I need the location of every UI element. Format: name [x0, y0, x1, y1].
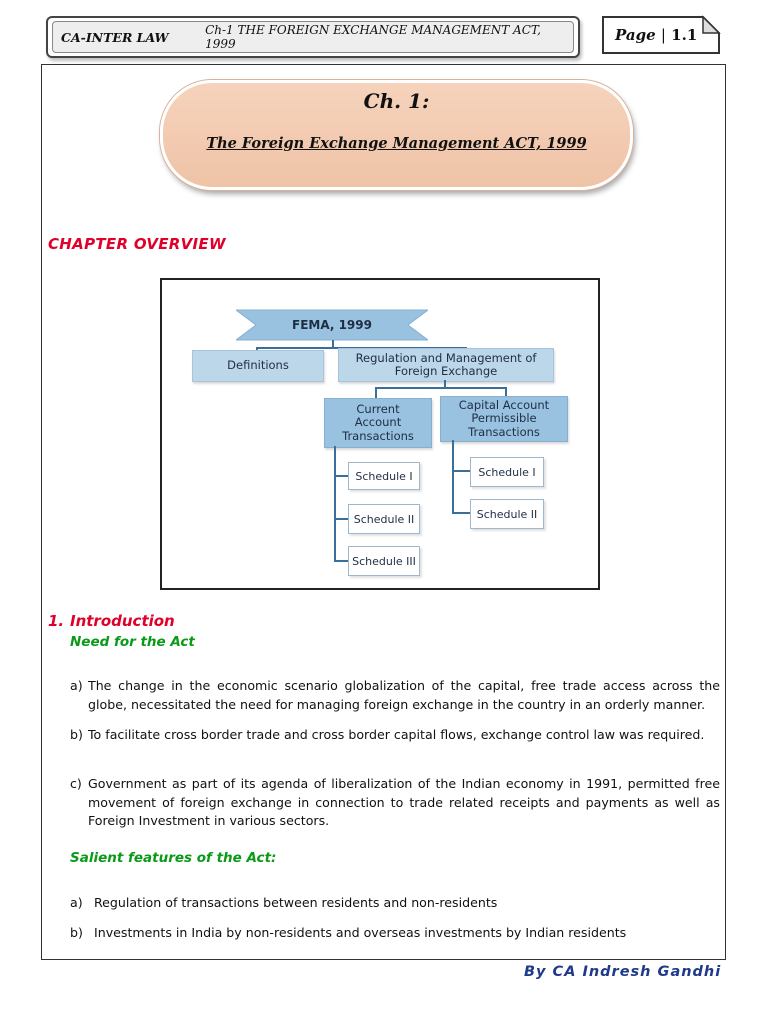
feature-a	[70, 894, 720, 913]
capital-schedule-2: Schedule II	[470, 499, 544, 529]
current-account-node	[324, 398, 432, 448]
chapter-number: Ch. 1:	[363, 89, 430, 113]
point-text: To facilitate cross border trade and cross border capital flows, exchange control law was required.	[88, 727, 705, 742]
connector	[375, 387, 377, 398]
section-number: 1.	[48, 612, 65, 630]
current-schedule-3: Schedule III	[348, 546, 420, 576]
connector	[452, 512, 470, 514]
current-line-2: Account	[354, 415, 402, 430]
need-heading: Need for the Act	[70, 634, 195, 650]
regulation-line-2: Foreign Exchange	[394, 364, 498, 378]
connector	[334, 518, 348, 520]
salient-heading: Salient features of the Act:	[70, 850, 277, 866]
feature-label: a)	[70, 895, 83, 910]
feature-label: b)	[70, 925, 83, 940]
current-schedule-1: Schedule I	[348, 462, 420, 490]
connector	[505, 387, 507, 396]
page-label	[615, 26, 697, 44]
current-line-1: Current	[356, 402, 400, 417]
chapter-overview-heading: CHAPTER OVERVIEW	[48, 235, 226, 253]
header-chapter: Ch-1 THE FOREIGN EXCHANGE MANAGEMENT ACT, 1999	[205, 23, 541, 51]
definitions-node: Definitions	[192, 350, 324, 382]
current-schedule-2: Schedule II	[348, 504, 420, 534]
need-point-c	[70, 775, 720, 831]
need-point-a	[70, 677, 720, 714]
point-label: a)	[70, 678, 83, 693]
page-separator: |	[660, 26, 666, 44]
chapter-title: The Foreign Exchange Management ACT, 1999	[206, 135, 587, 152]
capital-line-3: Transactions	[468, 424, 540, 439]
feature-text: Investments in India by non-residents and overseas investments by Indian residents	[94, 925, 627, 940]
overview-diagram	[160, 278, 600, 590]
header-inner	[52, 21, 574, 53]
point-text: The change in the economic scenario globalization of the capital, free trade access across the globe, necessitated the need for managing foreign exchange in the country in an orderly manner.	[88, 678, 720, 712]
section-title: Introduction	[70, 612, 175, 630]
connector	[334, 560, 348, 562]
page-number: 1.1	[671, 26, 698, 44]
regulation-line-1: Regulation and Management of	[355, 350, 537, 365]
point-text: Government as part of its agenda of liberalization of the Indian economy in 1991, permitted free movement of foreign exchange in connection to trade related receipts and payments as well as Foreign Investment in various sectors.	[88, 776, 720, 828]
current-line-3: Transactions	[342, 428, 414, 443]
root-node: FEMA, 1999	[292, 318, 372, 332]
feature-text: Regulation of transactions between residents and non-residents	[94, 895, 498, 910]
need-point-b	[70, 726, 720, 745]
chapter-title-banner	[160, 80, 633, 190]
connector	[334, 475, 348, 477]
connector	[375, 387, 507, 389]
connector	[334, 446, 336, 560]
page-word: Page	[615, 26, 656, 44]
capital-schedule-1: Schedule I	[470, 457, 544, 487]
connector	[452, 470, 470, 472]
capital-account-node	[440, 396, 568, 442]
author-byline: By CA Indresh Gandhi	[524, 964, 722, 980]
capital-line-2: Permissible	[471, 411, 537, 426]
connector	[452, 440, 454, 514]
regulation-node	[338, 348, 554, 382]
page-number-box	[601, 15, 721, 55]
point-label: b)	[70, 727, 83, 742]
running-header	[46, 16, 580, 58]
capital-line-1: Capital Account	[458, 398, 550, 413]
header-subject: CA-INTER LAW	[61, 29, 169, 45]
feature-b	[70, 924, 720, 943]
point-label: c)	[70, 776, 82, 791]
